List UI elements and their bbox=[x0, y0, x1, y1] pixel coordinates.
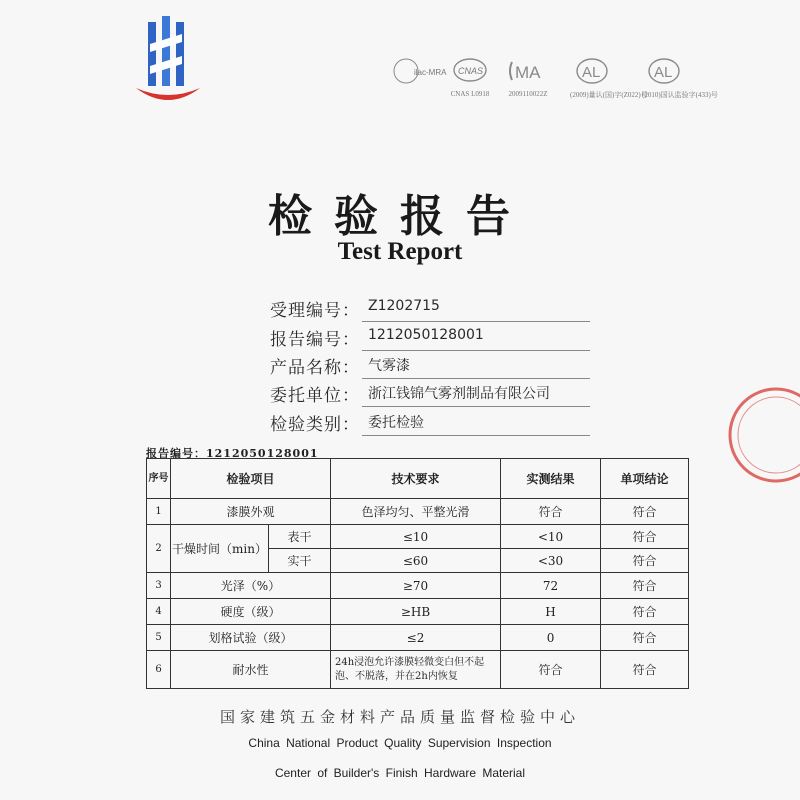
cert-ilac bbox=[392, 56, 447, 106]
cell-result: <30 bbox=[501, 549, 601, 573]
header-item: 检验项目 bbox=[171, 459, 331, 499]
cell-conclusion: 符合 bbox=[601, 573, 689, 599]
table-header-row bbox=[147, 459, 689, 499]
field-client bbox=[270, 381, 590, 407]
table-row bbox=[147, 525, 689, 549]
cell-result: 符合 bbox=[501, 499, 601, 525]
cell-subitem: 表干 bbox=[269, 525, 331, 549]
table-row bbox=[147, 625, 689, 651]
field-value: 委托检验 bbox=[368, 415, 424, 431]
field-label: 检验类别： bbox=[270, 415, 360, 435]
cell-seq: 1 bbox=[147, 499, 171, 525]
cal-caption-2: (2010)国认监验字(433)号 bbox=[642, 91, 718, 99]
svg-text:AL: AL bbox=[582, 64, 601, 81]
header-requirement: 技术要求 bbox=[331, 459, 501, 499]
ilac-mra-icon bbox=[392, 56, 447, 86]
field-value: 浙江钱锦气雾剂制品有限公司 bbox=[368, 386, 550, 402]
cma-icon bbox=[506, 56, 550, 86]
cert-cal-2 bbox=[642, 56, 718, 106]
header-conclusion: 单项结论 bbox=[601, 459, 689, 499]
field-label: 产品名称： bbox=[270, 358, 360, 378]
cell-conclusion: 符合 bbox=[601, 599, 689, 625]
field-product-name bbox=[270, 353, 590, 379]
field-value: 气雾漆 bbox=[368, 358, 410, 374]
footer-org-english-line2: Center of Builder's Finish Hardware Material bbox=[274, 766, 526, 780]
table-row bbox=[147, 573, 689, 599]
cert-cal-1 bbox=[570, 56, 648, 106]
table-row bbox=[147, 651, 689, 689]
cell-conclusion: 符合 bbox=[601, 525, 689, 549]
cell-conclusion: 符合 bbox=[601, 625, 689, 651]
cell-conclusion: 符合 bbox=[601, 549, 689, 573]
cell-item: 划格试验（级） bbox=[171, 625, 331, 651]
cal-caption-1: (2009)量认(国)字(Z022)号 bbox=[570, 91, 648, 99]
cell-result: 0 bbox=[501, 625, 601, 651]
results-table bbox=[146, 458, 689, 689]
cell-seq: 2 bbox=[147, 525, 171, 573]
cnas-caption: CNAS L0918 bbox=[450, 90, 490, 98]
title-english: Test Report bbox=[337, 238, 463, 265]
cert-cnas bbox=[448, 56, 492, 106]
title-chinese: 检验报告 bbox=[268, 191, 532, 242]
svg-text:CNAS: CNAS bbox=[458, 66, 484, 76]
field-report-no bbox=[270, 325, 590, 351]
footer-org-chinese: 国家建筑五金材料产品质量监督检验中心 bbox=[219, 708, 580, 726]
header-result: 实测结果 bbox=[501, 459, 601, 499]
red-seal-stamp-icon bbox=[690, 380, 800, 490]
cma-caption: 2009110022Z bbox=[508, 90, 548, 98]
svg-text:MA: MA bbox=[515, 63, 541, 82]
field-acceptance-no bbox=[270, 296, 590, 322]
cell-subitem: 实干 bbox=[269, 549, 331, 573]
cell-seq: 5 bbox=[147, 625, 171, 651]
cnas-icon bbox=[448, 56, 492, 86]
cell-result: H bbox=[501, 599, 601, 625]
field-value: 1212050128001 bbox=[368, 327, 484, 343]
cell-item: 光泽（%） bbox=[171, 573, 331, 599]
cell-result: 符合 bbox=[501, 651, 601, 689]
report-number-line: 报告编号：1212050128001 bbox=[146, 447, 319, 460]
header-seq: 序号 bbox=[147, 459, 171, 499]
cell-requirement: ≥70 bbox=[331, 573, 501, 599]
cell-conclusion: 符合 bbox=[601, 499, 689, 525]
svg-text:ilac-MRA: ilac-MRA bbox=[414, 68, 447, 77]
cell-item: 耐水性 bbox=[171, 651, 331, 689]
cell-seq: 3 bbox=[147, 573, 171, 599]
cell-conclusion: 符合 bbox=[601, 651, 689, 689]
footer-org-english-line1: China National Product Quality Supervision Inspection bbox=[248, 736, 552, 750]
cell-result: 72 bbox=[501, 573, 601, 599]
table-row bbox=[147, 599, 689, 625]
cell-requirement: ≤60 bbox=[331, 549, 501, 573]
cell-requirement: 24h浸泡允许漆膜轻微变白但不起泡、不脱落，并在2h内恢复 bbox=[331, 651, 501, 689]
table-row bbox=[147, 499, 689, 525]
field-label: 受理编号： bbox=[270, 301, 360, 321]
cell-item: 干燥时间（min） bbox=[171, 525, 269, 573]
cell-item: 漆膜外观 bbox=[171, 499, 331, 525]
field-label: 报告编号： bbox=[270, 330, 360, 350]
cert-cma bbox=[506, 56, 550, 106]
field-inspection-type bbox=[270, 410, 590, 436]
cell-seq: 6 bbox=[147, 651, 171, 689]
svg-text:AL: AL bbox=[654, 64, 673, 81]
cell-requirement: 色泽均匀、平整光滑 bbox=[331, 499, 501, 525]
cell-item: 硬度（级） bbox=[171, 599, 331, 625]
cell-requirement: ≤2 bbox=[331, 625, 501, 651]
cell-requirement: ≥HB bbox=[331, 599, 501, 625]
field-value: Z1202715 bbox=[368, 298, 440, 314]
cell-seq: 4 bbox=[147, 599, 171, 625]
field-label: 委托单位： bbox=[270, 386, 360, 406]
institution-logo-icon bbox=[132, 16, 204, 108]
cal-icon bbox=[570, 56, 614, 86]
cell-result: <10 bbox=[501, 525, 601, 549]
cell-requirement: ≤10 bbox=[331, 525, 501, 549]
cal-icon bbox=[642, 56, 686, 86]
